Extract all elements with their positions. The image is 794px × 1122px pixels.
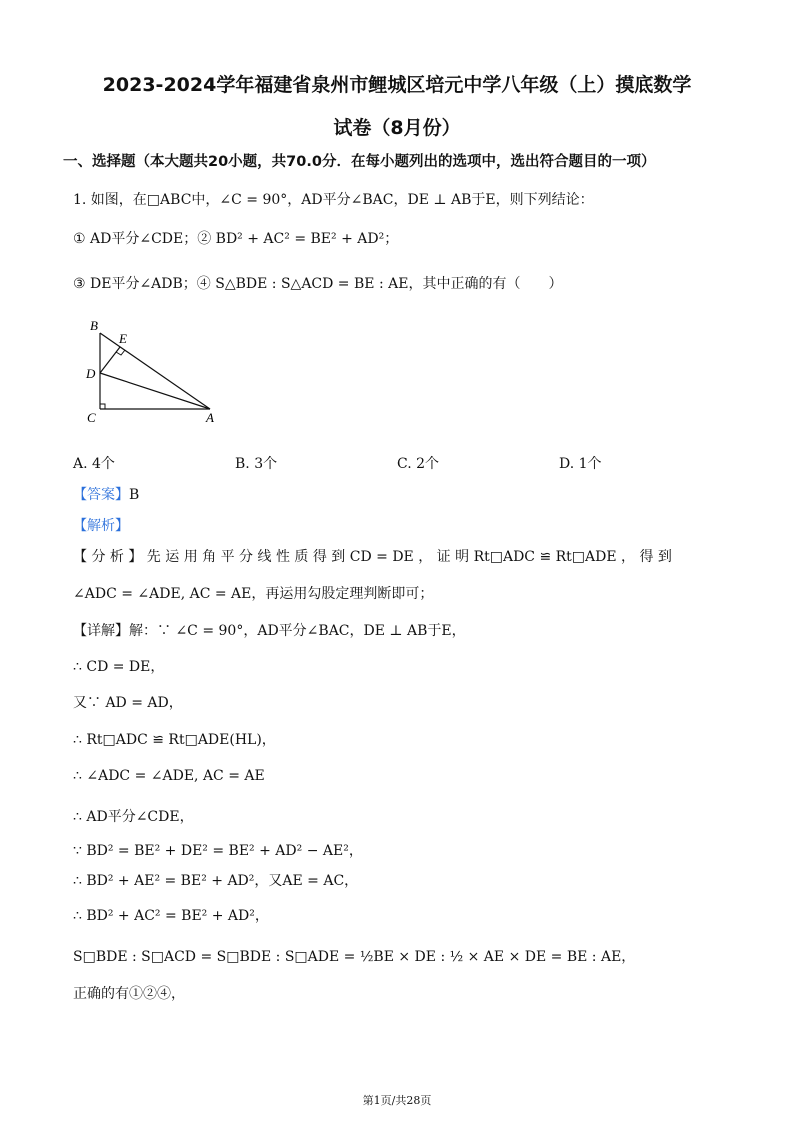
label-b: B xyxy=(90,318,98,333)
option-a: A. 4个 xyxy=(73,456,115,472)
detail-line-3: 又∵ AD = AD， xyxy=(73,695,183,711)
answer-value: B xyxy=(129,487,140,503)
answer-row xyxy=(73,484,139,504)
label-d: D xyxy=(86,366,96,381)
option-d: D. 1个 xyxy=(559,456,602,472)
side-ab xyxy=(100,333,210,409)
detail-line-7: ∵ BD² = BE² + DE² = BE² + AD² − AE²， xyxy=(73,843,363,859)
detail-line-10: S□BDE : S□ACD = S□BDE : S□ADE = ½BE × DE : ½ × AE × DE = BE : AE， xyxy=(73,949,636,965)
detail-line-5: ∴ ∠ADC = ∠ADE, AC = AE xyxy=(73,768,265,784)
label-a: A xyxy=(206,410,214,425)
detail-line-2: ∴ CD = DE， xyxy=(73,659,165,675)
segment-ad xyxy=(100,373,210,409)
page-title-line2: 试卷（8月份） xyxy=(333,117,461,139)
right-angle-mark-c xyxy=(100,404,105,409)
question-stem: 1. 如图，在□ABC中，∠C = 90°，AD平分∠BAC，DE ⊥ AB于E，则下列结论： xyxy=(73,192,594,208)
page-footer: 第1页/共28页 xyxy=(362,1094,432,1107)
analysis-label: 【解析】 xyxy=(73,518,129,534)
label-c: C xyxy=(87,410,96,425)
option-c: C. 2个 xyxy=(397,456,440,472)
conclusions-1-2: ① AD平分∠CDE；② BD² + AC² = BE² + AD²； xyxy=(73,231,399,247)
detail-line-11: 正确的有①②④， xyxy=(73,986,185,1002)
page-title-line1: 2023-2024学年福建省泉州市鲤城区培元中学八年级（上）摸底数学 xyxy=(102,74,692,96)
label-e: E xyxy=(119,331,127,346)
triangle-figure xyxy=(80,315,230,430)
section-heading: 一、选择题（本大题共20小题，共70.0分．在每小题列出的选项中，选出符合题目的一项） xyxy=(63,154,656,170)
detail-line-6: ∴ AD平分∠CDE， xyxy=(73,809,194,825)
option-b: B. 3个 xyxy=(235,456,278,472)
detail-line-9: ∴ BD² + AC² = BE² + AD²， xyxy=(73,908,269,924)
detail-line-4: ∴ Rt□ADC ≌ Rt□ADE(HL)， xyxy=(73,732,276,748)
conclusions-3-4: ③ DE平分∠ADB；④ S△BDE : S△ACD = BE : AE，其中正确的有（ ） xyxy=(73,276,563,292)
detail-line-8: ∴ BD² + AE² = BE² + AD²，又AE = AC， xyxy=(73,873,359,889)
answer-label: 【答案】 xyxy=(73,487,129,503)
detail-line-1: 【详解】解：∵ ∠C = 90°，AD平分∠BAC，DE ⊥ AB于E， xyxy=(73,623,466,639)
analysis-line-2: ∠ADC = ∠ADE, AC = AE，再运用勾股定理判断即可； xyxy=(73,586,434,602)
analysis-line-1: 【 分 析 】 先 运 用 角 平 分 线 性 质 得 到 CD = DE ， 证 明 Rt□ADC ≌ Rt□ADE ， 得 到 xyxy=(73,549,672,565)
segment-de xyxy=(100,347,120,373)
